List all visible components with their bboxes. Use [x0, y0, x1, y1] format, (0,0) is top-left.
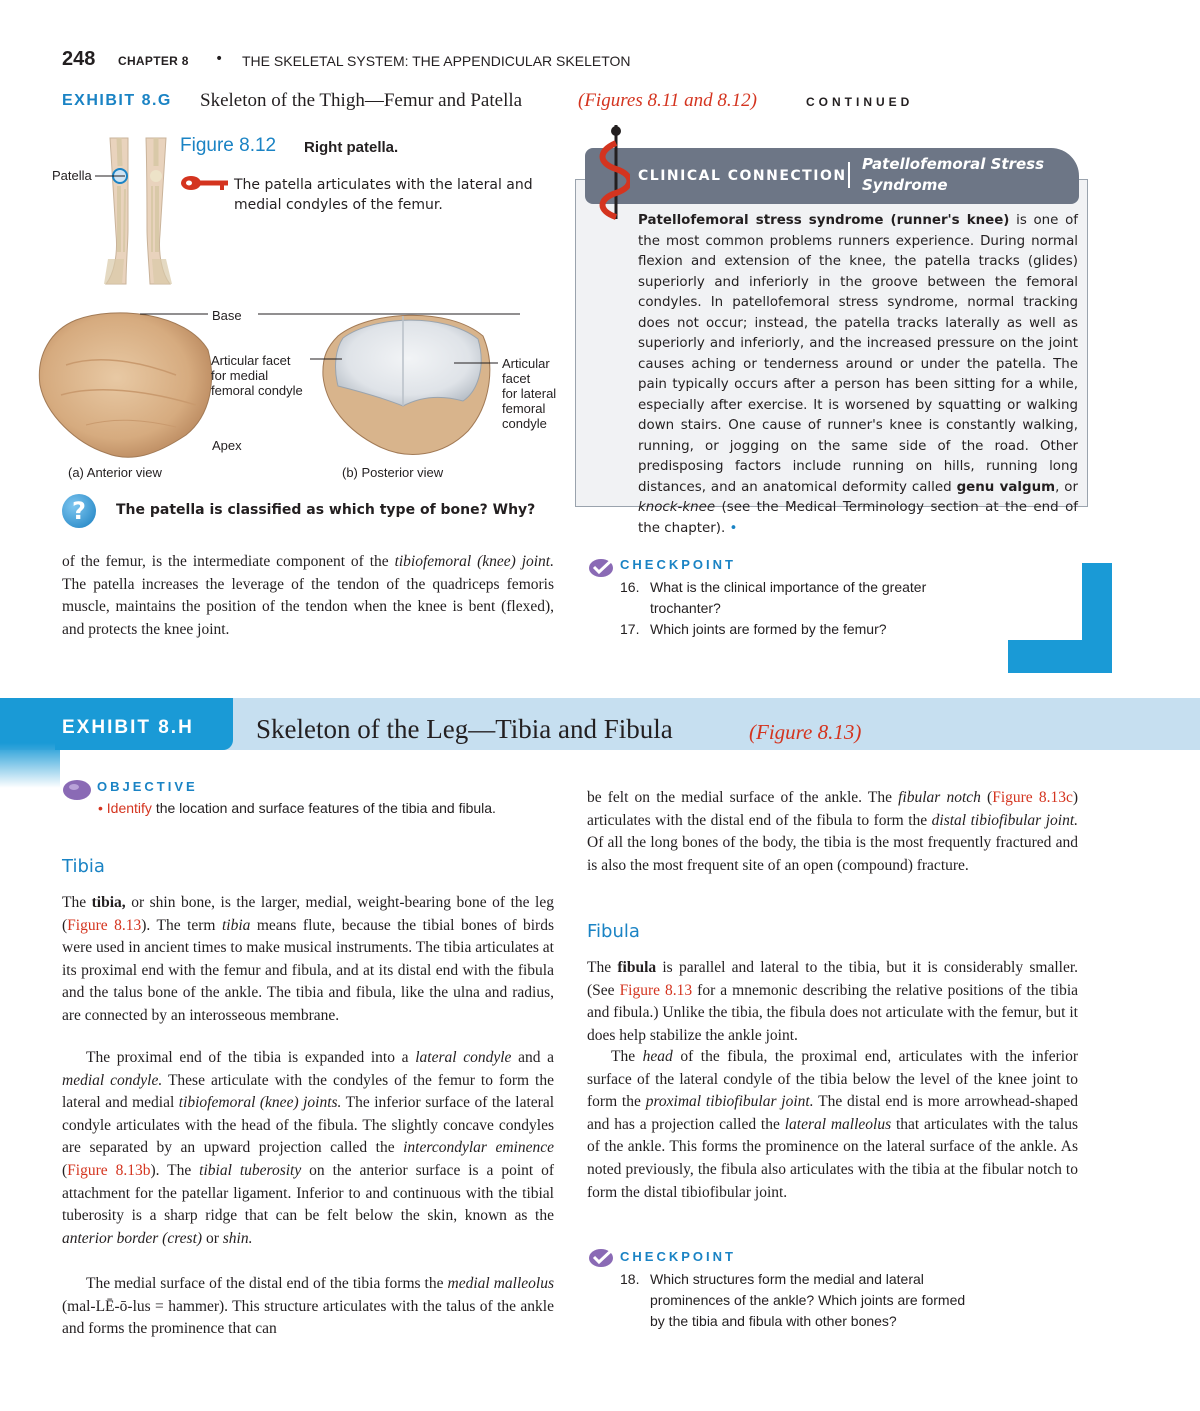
checkpoint-list: [620, 577, 1040, 640]
figure-link[interactable]: Figure 8.13: [67, 916, 142, 934]
exhibit-g-label: EXHIBIT 8.G: [62, 92, 172, 109]
exhibit-g-continued: CONTINUED: [806, 95, 914, 109]
checkpoint-heading: CHECKPOINT: [620, 557, 736, 572]
fibula-heading: Fibula: [587, 921, 640, 942]
patella-label: Patella: [52, 168, 92, 183]
tibia-paragraph-4: be felt on the medial surface of the ankle. The fibular notch (Figure 8.13c) articulates with the distal end of the fibula to form the distal tibiofibular joint. Of all the long bones of the body, the tibia is the most frequently fractured and is also the most frequent site of an open (compound) fracture.: [587, 789, 1079, 874]
checkpoint-item: 17. Which joints are formed by the femur?: [620, 621, 887, 637]
objective-icon: [62, 779, 92, 801]
fibula-paragraph-2: The head of the fibula, the proximal end, articulates with the inferior surface of the lateral condyle of the tibia below the level of the knee joint to form the proximal tibiofibular joint. The distal end is more arrowhead-shaped and has a projection called the lateral malleolus that articulates with the talus of the ankle. This forms the prominence on the lateral surface of the ankle. As noted previously, the fibula also articulates with the tibia at the fibular notch to form the distal tibiofibular joint.: [587, 1048, 1079, 1201]
exhibit-h-accent: [0, 698, 60, 788]
clinical-text-body: is one of the most common problems runners experience. During normal flexion and extension of the knee, the patella tracks (glides) superiorly and inferiorly in the groove between the femoral condyles. In patellofemoral stress syndrome, normal tracking does not occur; instead, the patella tracks laterally as well as superiorly and inferiorly, and the increased pressure on the joint causes aching or tenderness around or under the patella. The pain typically occurs after a person has been sitting for a while, especially after exercise. It is worsened by squatting or walking down stairs. One cause of runner's knee is constantly walking, running, or jogging on the same side of the road. Other predisposing factors include running on hills, running long distances, and an anatomical deformity called: [638, 213, 1078, 495]
exhibit-g-figures[interactable]: (Figures 8.11 and 8.12): [578, 90, 757, 111]
figure-title: Right patella.: [304, 139, 399, 156]
question-icon: ?: [62, 494, 96, 528]
objective-heading: OBJECTIVE: [97, 779, 198, 794]
clinical-connection-label: CLINICAL CONNECTION: [638, 168, 847, 184]
tibia-paragraph-2: The proximal end of the tibia is expanded into a lateral condyle and a medial condyle. These articulate with the condyles of the femur to form the lateral and medial tibiofemoral (knee) joints. The inferior surface of the lateral condyle articulates with the head of the fibula. The slightly concave condyles are separated by an upward projection called the intercondylar eminence (Figure 8.13b). The tibial tuberosity on the anterior surface is a point of attachment for the patellar ligament. Inferior to and continuous with the tibial tuberosity is a sharp ridge that can be felt below the skin, known as the anterior border (crest) or shin.: [62, 1049, 555, 1247]
base-label: Base: [212, 308, 242, 323]
figure-link[interactable]: Figure 8.13c: [992, 789, 1073, 806]
legs-illustration: [100, 134, 175, 286]
exhibit-h-figure[interactable]: (Figure 8.13): [749, 720, 862, 744]
fibula-paragraph-1: The fibula is parallel and lateral to the tibia, but it is considerably smaller. (See Figure 8.13 for a mnemonic describing the relative positions of the tibia and fibula.) Unlike the tibia, the fibula does not articulate with the femur, but it does help stabilize the ankle joint.: [587, 959, 1079, 1044]
header-bullet: •: [215, 51, 224, 67]
figure-number: Figure 8.12: [180, 135, 277, 156]
figure-leader-lines: [140, 305, 560, 435]
checkpoint-item: 16. What is the clinical importance of the greater trochanter?: [620, 579, 927, 616]
figure-description: The patella articulates with the lateral and medial condyles of the femur.: [234, 177, 533, 213]
exhibit-h-title: Skeleton of the Leg—Tibia and Fibula: [256, 714, 673, 744]
chapter-title: THE SKELETAL SYSTEM: THE APPENDICULAR SKELETON: [242, 53, 631, 69]
objective-text: • Identify the location and surface features of the tibia and fibula.: [98, 800, 496, 816]
tibia-heading: Tibia: [62, 856, 105, 877]
chapter-label: CHAPTER 8: [118, 54, 189, 68]
figure-link[interactable]: Figure 8.13: [619, 981, 693, 999]
patella-leader: [95, 174, 125, 178]
tibia-paragraph-1: The tibia, or shin bone, is the larger, medial, weight-bearing bone of the leg (Figure 8.13). The term tibia means flute, because the tibial bones of birds were used in ancient times to make musical instruments. The tibia articulates at its proximal end with the femur and fibula, and at its distal end with the fibula and the talus bone of the ankle. The tibia and fibula, like the ulna and radius, are connected by an interosseous membrane.: [62, 894, 555, 1024]
anterior-view-caption: (a) Anterior view: [68, 465, 162, 480]
checkpoint-heading: CHECKPOINT: [620, 1249, 736, 1264]
caduceus-icon: [590, 123, 630, 223]
femur-paragraph: of the femur, is the intermediate component of the tibiofemoral (knee) joint. The patella increases the leverage of the tendon of the quadriceps femoris muscle, maintains the position of the tendon when the knee is bent (flexed), and protects the knee joint.: [62, 553, 554, 638]
figure-question: The patella is classified as which type of bone? Why?: [116, 502, 536, 518]
checkpoint-item: 18. Which structures form the medial and lateral prominences of the ankle? Which joints are formed by the tibia and fibula with other bones?: [620, 1271, 966, 1329]
checkpoint-icon: [588, 556, 616, 578]
page-tab-marker-foot: [1008, 640, 1112, 673]
apex-label: Apex: [212, 438, 242, 453]
clinical-title: Patellofemoral Stress Syndrome: [862, 155, 1045, 194]
exhibit-h-label: EXHIBIT 8.H: [62, 717, 194, 738]
clinical-divider: [848, 162, 850, 188]
articular-facet-lateral-label: Articular facet for lateral femoral condyle: [502, 356, 557, 431]
page-number: 248: [62, 48, 96, 70]
checkpoint-icon: [588, 1246, 616, 1268]
posterior-view-caption: (b) Posterior view: [342, 465, 444, 480]
exhibit-g-title: Skeleton of the Thigh—Femur and Patella: [200, 90, 523, 111]
key-icon: [180, 175, 230, 191]
tibia-paragraph-3: The medial surface of the distal end of the tibia forms the medial malleolus (mal-LĒ-ō-lus = hammer). This structure articulates with the talus of the ankle and forms the prominence that can: [62, 1275, 554, 1338]
articular-facet-medial-label: Articular facet for medial femoral condyle: [211, 353, 303, 398]
clinical-text: Patellofemoral stress syndrome (runner's knee) is one of the most common problems runners experience. During normal flexion and extension of the knee, the patella tracks (glides) superiorly and inferiorly in the groove between the femoral condyles. In patellofemoral stress syndrome, normal tracking does not occur; instead, the patella tracks laterally as well as superiorly and inferiorly, and the increased pressure on the joint causes aching or tenderness around or under the patella. The pain typically occurs after a person has been sitting for a while, especially after exercise. It is worsened by squatting or walking down stairs. One cause of runner's knee is constantly walking, running, or jogging on the same side of the road. Other predisposing factors include running on hills, running long distances, and an anatomical deformity called genu valgum, or knock-knee (see the Medical Terminology section at the end of the chapter). •: [638, 213, 1078, 536]
figure-link[interactable]: Figure 8.13b: [67, 1161, 151, 1179]
